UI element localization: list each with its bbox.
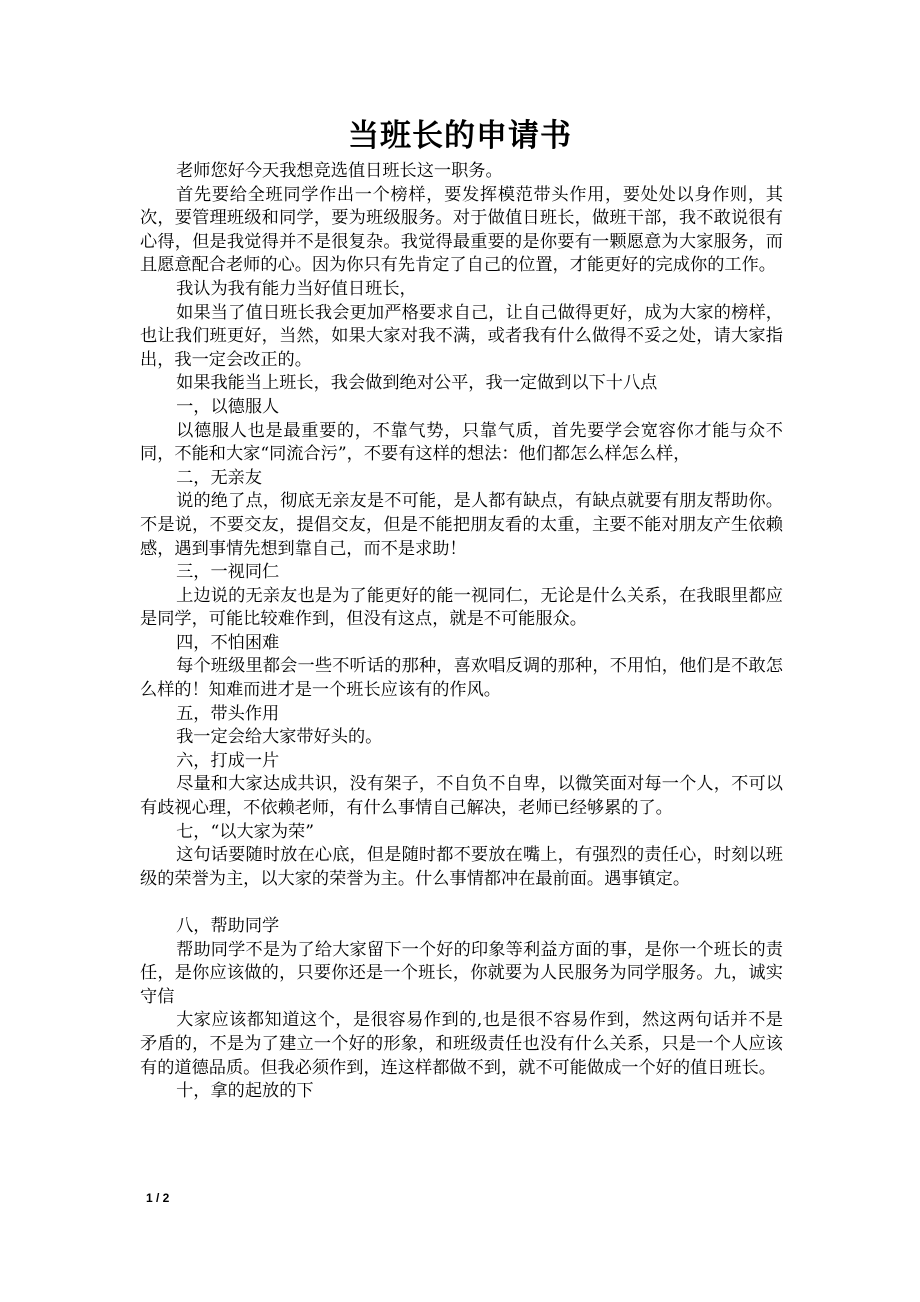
paragraph: 大家应该都知道这个，是很容易作到的,也是很不容易作到，然这两句话并不是矛盾的，不是为了建立一个好的形象，和班级责任也没有什么关系，只是一个人应该有的道德品质。但我必须作到，连这样都做不到，就不可能做成一个好的值日班长。: [140, 1010, 783, 1078]
paragraph: 如果我能当上班长，我会做到绝对公平，我一定做到以下十八点: [176, 373, 658, 394]
paragraph: 这句话要随时放在心底，但是随时都不要放在嘴上，有强烈的责任心，时刻以班级的荣誉为主，以大家的荣誉为主。什么事情都冲在最前面。遇事镇定。: [140, 845, 783, 889]
paragraph: 如果当了值日班长我会更加严格要求自己，让自己做得更好，成为大家的榜样，也让我们班更好，当然，如果大家对我不满，或者我有什么做得不妥之处，请大家指出，我一定会改正的。: [140, 302, 783, 370]
section-heading: 二，无亲友: [176, 467, 263, 488]
paragraph: 每个班级里都会一些不听话的那种，喜欢唱反调的那种，不用怕，他们是不敢怎么样的！知难而进才是一个班长应该有的作风。: [140, 656, 783, 701]
paragraph: 老师您好今天我想竞选值日班长这一职务。: [176, 161, 503, 181]
paragraph: 首先要给全班同学作出一个榜样，要发挥模范带头作用，要处处以身作则，其次，要管理班级和同学，要为班级服务。对于做值日班长，做班干部，我不敢说很有心得，但是我觉得并不是很复杂。我觉得最重要的是你要有一颗愿意为大家服务，而且愿意配合老师的心。因为你只有先肯定了自己的位置，才能更好的完成你的工作。: [140, 184, 783, 276]
section-heading: 一，以德服人: [176, 396, 280, 417]
document-body: [140, 160, 783, 1104]
page-number: 1 / 2: [146, 1191, 170, 1205]
section-heading: 三，一视同仁: [176, 562, 280, 583]
section-heading: 四，不怕困难: [176, 632, 280, 653]
paragraph: 尽量和大家达成共识，没有架子，不自负不自卑，以微笑面对每一个人，不可以有歧视心理，不依赖老师，有什么事情自己解决，老师已经够累的了。: [140, 774, 783, 819]
paragraph: 上边说的无亲友也是为了能更好的能一视同仁，无论是什么关系，在我眼里都应是同学，可能比较难作到，但没有这点，就是不可能服众。: [140, 585, 783, 630]
paragraph: 我一定会给大家带好头的。: [176, 727, 383, 748]
section-heading: 八，帮助同学: [176, 916, 280, 936]
section-heading: 七，“以大家为荣”: [176, 821, 314, 842]
section-heading: 六，打成一片: [176, 750, 280, 771]
page-title: 当班长的申请书: [348, 118, 572, 154]
paragraph: 说的绝了点，彻底无亲友是不可能，是人都有缺点，有缺点就要有朋友帮助你。不是说，不要交友，提倡交友，但是不能把朋友看的太重，主要不能对朋友产生依赖感，遇到事情先想到靠自己，而不是求助！: [140, 491, 783, 559]
paragraph: 我认为我有能力当好值日班长，: [176, 278, 417, 299]
section-heading: 五，带头作用: [176, 703, 280, 724]
paragraph: 以德服人也是最重要的，不靠气势，只靠气质，首先要学会宽容你才能与众不同，不能和大家“同流合污”，不要有这样的想法：他们都怎么样怎么样，: [140, 420, 783, 465]
paragraph: 帮助同学不是为了给大家留下一个好的印象等利益方面的事，是你一个班长的责任，是你应该做的，只要你还是一个班长，你就要为人民服务为同学服务。九，诚实守信: [140, 939, 783, 1007]
section-heading: 十，拿的起放的下: [176, 1081, 314, 1102]
